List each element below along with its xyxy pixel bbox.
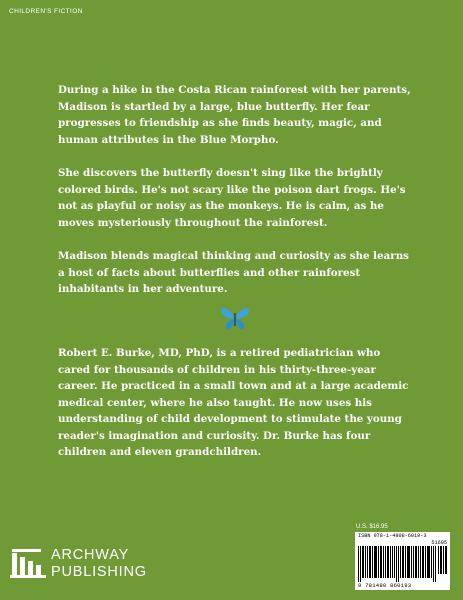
category-label: CHILDREN'S FICTION bbox=[9, 8, 83, 15]
barcode-addon-number: 51695 bbox=[431, 540, 447, 546]
price-label: U.S. $16.95 bbox=[356, 524, 388, 530]
archway-logo-icon bbox=[10, 545, 46, 583]
isbn-barcode bbox=[355, 532, 450, 590]
barcode-number: 9 781480 860193 bbox=[358, 582, 412, 589]
barcode-bars bbox=[358, 546, 447, 582]
publisher-name-line-2: PUBLISHING bbox=[51, 564, 147, 580]
blurb-paragraph-1: During a hike in the Costa Rican rainforest with her parents, Madison is startled by a large, blue butterfly. Her fear progresses to friendship as she finds beauty, magic, and human attributes in the Blue Morpho. bbox=[58, 84, 411, 146]
publisher-name-line-1: ARCHWAY bbox=[51, 547, 130, 563]
author-bio: Robert E. Burke, MD, PhD, is a retired pediatrician who cared for thousands of children in his thirty-three-year career. He practiced in a small town and at a large academic medical center, where he also taught. He now uses his understanding of child development to stimulate the young reader's imagination and curiosity. Dr. Burke has four children and eleven grandchildren. bbox=[58, 347, 409, 458]
blue-morpho-butterfly-icon bbox=[220, 306, 250, 332]
blurb-paragraph-2: She discovers the butterfly doesn't sing like the brightly colored birds. He's not scary like the poison dart frogs. He's not as playful or noisy as the monkeys. He is calm, as he moves mysteriously throughout the rainforest. bbox=[58, 167, 406, 229]
isbn-label: ISBN 978-1-4808-6019-3 bbox=[358, 533, 427, 539]
blurb-paragraph-3: Madison blends magical thinking and curiosity as she learns a host of facts about butterflies and other rainforest inhabitants in her adventure. bbox=[58, 250, 409, 295]
